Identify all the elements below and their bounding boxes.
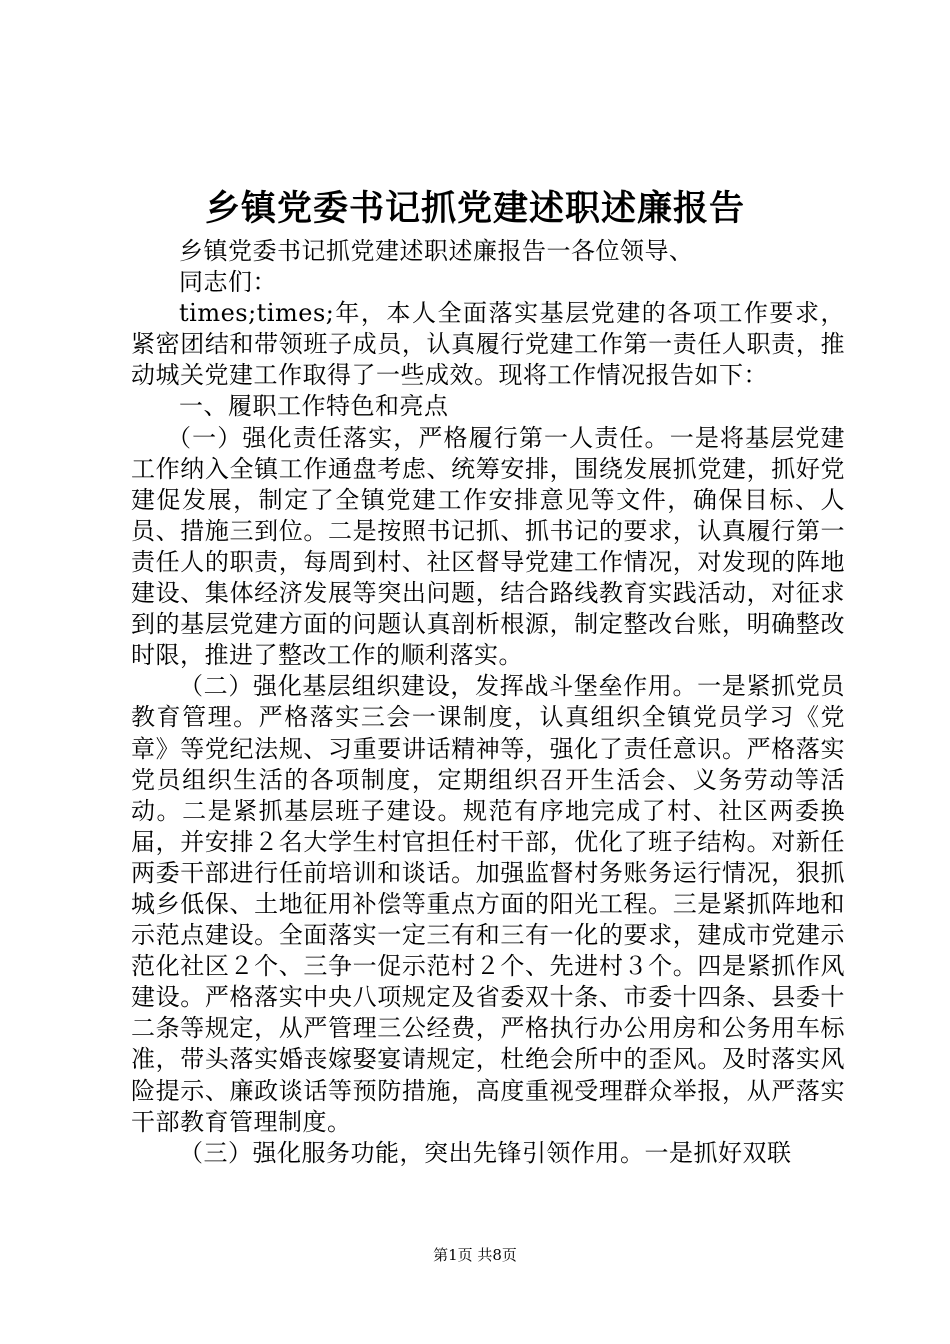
paragraph-salutation: 同志们： (179, 268, 277, 297)
document-title: 乡镇党委书记抓党建述职述廉报告 (204, 188, 745, 229)
paragraph-intro: times;times;年，本人全面落实基层党建的各项工作要求，紧密团结和带领班子成员，认真履行党建工作第一责任人职责，推动城关党建工作取得了一些成效。现将工作情况报告如下： (131, 299, 845, 390)
page-number-footer: 第1页 共8页 (433, 1246, 517, 1264)
document-body (131, 236, 845, 1169)
paragraph-item-2: （二）强化基层组织建设，发挥战斗堡垒作用。一是紧抓党员教育管理。严格落实三会一课制度，认真组织全镇党员学习《党章》等党纪法规、习重要讲话精神等，强化了责任意识。严格落实党员组织生活的各项制度，定期组织召开生活会、义务劳动等活动。二是紧抓基层班子建设。规范有序地完成了村、社区两委换届，并安排２名大学生村官担任村干部，优化了班子结构。对新任两委干部进行任前培训和谈话。加强监督村务账务运行情况，狠抓城乡低保、土地征用补偿等重点方面的阳光工程。三是紧抓阵地和示范点建设。全面落实一定三有和三有一化的要求，建成市党建示范化社区２个、三争一促示范村２个、先进村３个。四是紧抓作风建设。严格落实中央八项规定及省委双十条、市委十四条、县委十二条等规定，从严管理三公经费，严格执行办公用房和公务用车标准，带头落实婚丧嫁娶宴请规定，杜绝会所中的歪风。及时落实风险提示、廉政谈话等预防措施，高度重视受理群众举报，从严落实干部教育管理制度。 (131, 672, 845, 1136)
section-heading: 一、履职工作特色和亮点 (179, 392, 449, 421)
paragraph-opening: 乡镇党委书记抓党建述职述廉报告一各位领导、 (179, 237, 694, 265)
paragraph-item-1: （一）强化责任落实，严格履行第一人责任。一是将基层党建工作纳入全镇工作通盘考虑、统筹安排，围绕发展抓党建，抓好党建促发展，制定了全镇党建工作安排意见等文件，确保目标、人员、措施三到位。二是按照书记抓、抓书记的要求，认真履行第一责任人的职责，每周到村、社区督导党建工作情况，对发现的阵地建设、集体经济发展等突出问题，结合路线教育实践活动，对征求到的基层党建方面的问题认真剖析根源，制定整改台账，明确整改时限，推进了整改工作的顺利落实。 (131, 423, 845, 670)
paragraph-item-3: （三）强化服务功能，突出先锋引领作用。一是抓好双联 (179, 1138, 792, 1167)
